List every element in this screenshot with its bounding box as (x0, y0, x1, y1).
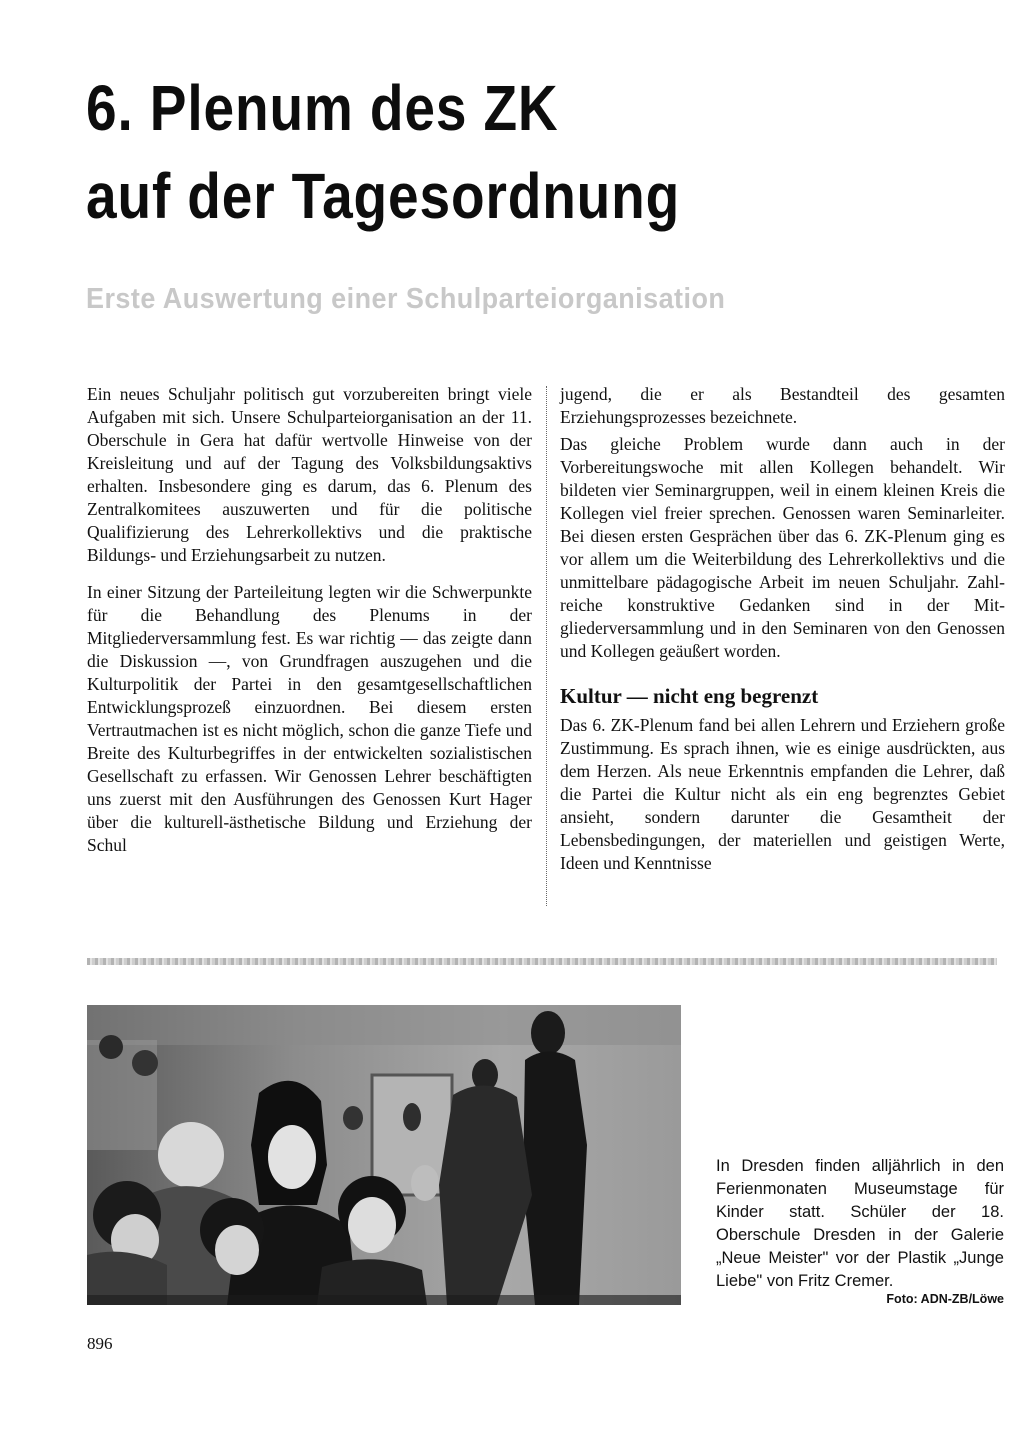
left-paragraph-1: Ein neues Schuljahr politisch gut vorzubereiten bringt viele Aufgaben mit sich. Unsere Schulparteiorganisation an der 11. Oberschule in Gera hat dafür wertvolle Hinweise von der Kreisleitung und auf der Tagung des Volksbildungsaktivs erhalten. Insbesondere ging es darum, das 6. Plenum des Zentralkomitees auszuwerten und für die politische Qualifizierung des Lehrerkollektivs und die praktische Bildungs- und Erziehungsarbeit zu nutzen. (87, 384, 532, 565)
headline-line-2: auf der Tagesordnung (86, 160, 681, 232)
left-column (87, 383, 532, 871)
column-divider (546, 386, 547, 906)
headline-line-1: 6. Plenum des ZK (86, 72, 559, 144)
left-paragraph-2: In einer Sitzung der Parteileitung legten wir die Schwerpunkte für die Behandlung des Plenums in der Mitgliederversammlung fest. Es war richtig — das zeigte dann die Diskussion —, von Grundfragen auszugehen und die Kulturpolitik der Partei in den gesamtgesellschaftlichen Entwicklungsprozeß einzuordnen. Bei diesem ersten Vertrautmachen ist es nicht möglich, schon die ganze Tiefe und Breite des Kulturbegriffes in der entwickelten sozialistischen Gesellschaft zu erfassen. Wir Genossen Lehrer beschäftigten uns zuerst mit den Ausführungen des Genossen Kurt Hager über die kulturell-ästhetische Bildung und Erziehung der Schul (87, 582, 532, 855)
right-paragraph-2: Das gleiche Problem wurde dann auch in der Vorbereitungswoche mit allen Kollegen behandelt. Wir bildeten vier Seminargruppen, weil in einem kleinen Kreis die Kollegen viel freier sprechen. Genossen waren Seminarleiter. Bei diesen ersten Gesprächen über das 6. ZK-Plenum ging es vor allem um die Weiterbildung des Lehrerkollektivs und die unmittelbare pädagogische Arbeit im neuen Schuljahr. Zahlreiche konstruktive Gedanken sind in der Mitgliederversammlung und in den Seminaren von den Genossen und Kollegen geäußert worden. (560, 434, 1005, 661)
right-column (560, 383, 1005, 889)
museum-photo (87, 1005, 681, 1305)
photo-credit: Foto: ADN-ZB/Löwe (886, 1292, 1004, 1306)
right-paragraph-1: jugend, die er als Bestandteil des gesamten Erziehungsprozesses bezeichnete. (560, 384, 1005, 427)
article-subtitle: Erste Auswertung einer Schulparteiorganisation (86, 283, 726, 315)
article-headline (86, 64, 826, 240)
section-separator (87, 958, 997, 965)
photo-caption: In Dresden finden alljährlich in den Ferienmonaten Museumstage für Kinder statt. Schüler der 18. Oberschule Dresden in der Galerie „Neue Meister" vor der Plastik „Junge Liebe" von Fritz Cremer. (716, 1157, 1004, 1290)
section-subheading: Kultur — nicht eng begrenzt (560, 684, 819, 708)
right-paragraph-3: Das 6. ZK-Plenum fand bei allen Lehrern und Erziehern große Zustimmung. Es sprach ihnen, wie es einige ausdrückten, aus dem Herzen. Als neue Erkenntnis empfanden die Lehrer, daß die Partei die Kultur nicht als ein eng begrenztes Gebiet ansieht, sondern darunter die Gesamtheit der Lebensbedingungen, der materiellen und geistigen Werte, Ideen und Kenntnisse (560, 715, 1005, 873)
museum-photo-image (87, 1005, 681, 1305)
page-number: 896 (87, 1334, 113, 1353)
